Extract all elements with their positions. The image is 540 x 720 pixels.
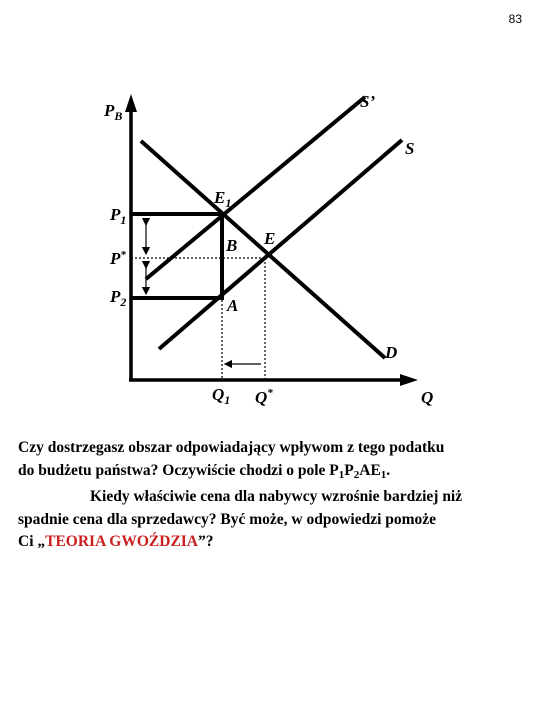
price-axis-arrow-icon (125, 94, 137, 112)
text-line-1: Czy dostrzegasz obszar odpowiadający wpływom z tego podatku (18, 439, 445, 456)
text-line-3: Kiedy właściwie cena dla nabywcy wzrośnie bardziej niż (90, 488, 463, 505)
point-a-label: A (227, 296, 239, 315)
quantity-axis-arrow-icon (400, 374, 418, 386)
text-line-5: Ci „TEORIA GWOŹDZIA”? (18, 533, 214, 550)
explanation-text (18, 437, 528, 554)
point-e-label: E (264, 229, 276, 248)
price-axis-label: $P_B$ (104, 101, 123, 123)
text-line-4: spadnie cena dla sprzedawcy? Być może, w odpowiedzi pomoże (18, 510, 437, 528)
demand-curve (141, 141, 385, 358)
supply-curve (159, 140, 402, 349)
shifted-supply-label: S’ (360, 92, 376, 111)
demand-label: D (385, 343, 398, 362)
qty-star-label: Q* (255, 387, 273, 407)
shifted-supply-curve (146, 97, 365, 279)
price-p2-label: $P_2$ (110, 287, 127, 309)
qty-q1-label: $Q_1$ (212, 385, 231, 407)
point-b-label: B (226, 236, 238, 255)
page-number: 83 (508, 12, 522, 26)
quantity-axis-label: Q (421, 388, 434, 407)
supply-label: S (405, 139, 415, 158)
point-e1-label: $E_1$ (214, 188, 232, 210)
price-star-label: P* (110, 249, 126, 268)
text-line-2: do budżetu państwa? Oczywiście chodzi o pole P1P2AE1. (18, 461, 391, 481)
theory-name-highlight: TEORIA GWOŹDZIA (45, 533, 199, 550)
price-p1-label: $P_1$ (110, 205, 127, 227)
